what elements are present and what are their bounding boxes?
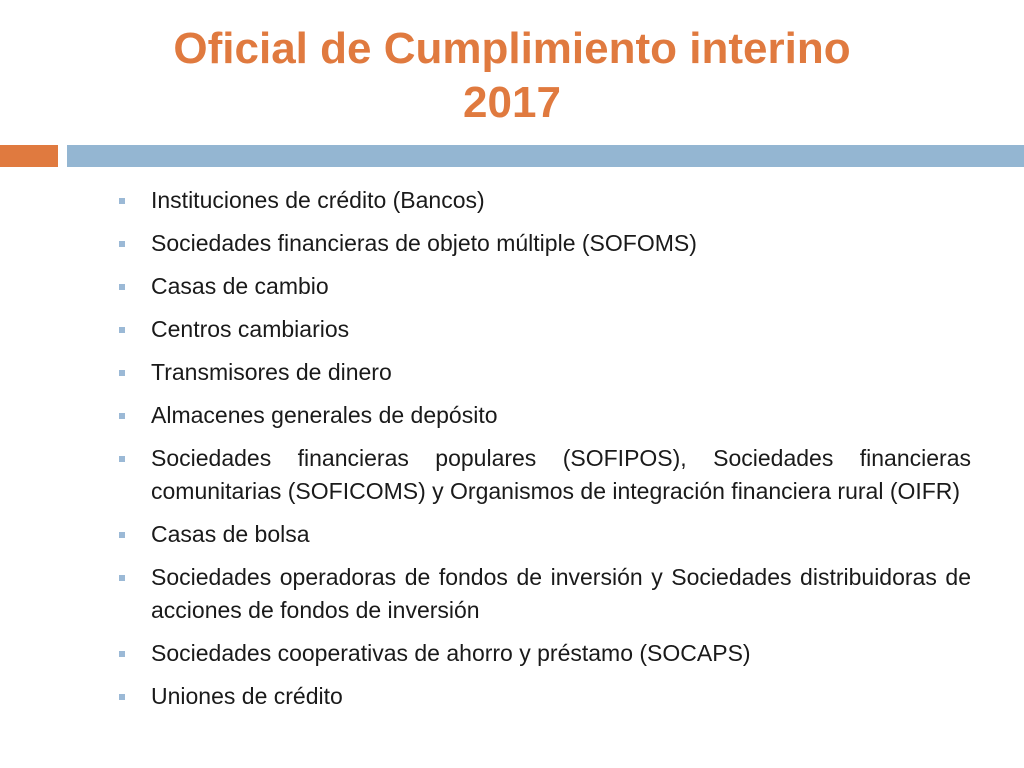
square-bullet-icon (119, 370, 125, 376)
title-accent-bar (0, 145, 58, 167)
bullet-item (151, 561, 971, 627)
square-bullet-icon (119, 651, 125, 657)
slide-title-line-1: Oficial de Cumplimiento interino (173, 24, 851, 73)
square-bullet-icon (119, 198, 125, 204)
bullet-text: Sociedades financieras populares (SOFIPOS), Sociedades financieras comunitarias (SOFICOMS) y Organismos de integración financiera rural (OIFR) (151, 445, 971, 504)
square-bullet-icon (119, 532, 125, 538)
bullet-item (151, 184, 971, 217)
square-bullet-icon (119, 241, 125, 247)
square-bullet-icon (119, 327, 125, 333)
bullet-item (151, 680, 971, 713)
bullet-item (151, 313, 971, 346)
bullet-text: Sociedades cooperativas de ahorro y préstamo (SOCAPS) (151, 640, 751, 666)
bullet-text: Sociedades financieras de objeto múltiple (SOFOMS) (151, 230, 697, 256)
square-bullet-icon (119, 575, 125, 581)
bullet-text: Centros cambiarios (151, 316, 350, 342)
bullet-item (151, 518, 971, 551)
bullet-text: Casas de cambio (151, 273, 329, 299)
bullet-item (151, 637, 971, 670)
bullet-item (151, 356, 971, 389)
slide-title-line-2: 2017 (463, 78, 561, 127)
bullet-text: Transmisores de dinero (151, 359, 392, 385)
bullet-text: Uniones de crédito (151, 683, 343, 709)
bullet-list (0, 184, 1024, 723)
bullet-text: Instituciones de crédito (Bancos) (151, 187, 485, 213)
title-divider-bar (67, 145, 1024, 167)
bullet-item (151, 270, 971, 303)
square-bullet-icon (119, 456, 125, 462)
bullet-text: Almacenes generales de depósito (151, 402, 498, 428)
square-bullet-icon (119, 694, 125, 700)
bullet-text: Sociedades operadoras de fondos de inversión y Sociedades distribuidoras de acciones de fondos de inversión (151, 564, 971, 623)
square-bullet-icon (119, 284, 125, 290)
slide-title (0, 22, 1024, 130)
square-bullet-icon (119, 413, 125, 419)
bullet-item (151, 442, 971, 508)
bullet-text: Casas de bolsa (151, 521, 310, 547)
bullet-item (151, 399, 971, 432)
bullet-item (151, 227, 971, 260)
